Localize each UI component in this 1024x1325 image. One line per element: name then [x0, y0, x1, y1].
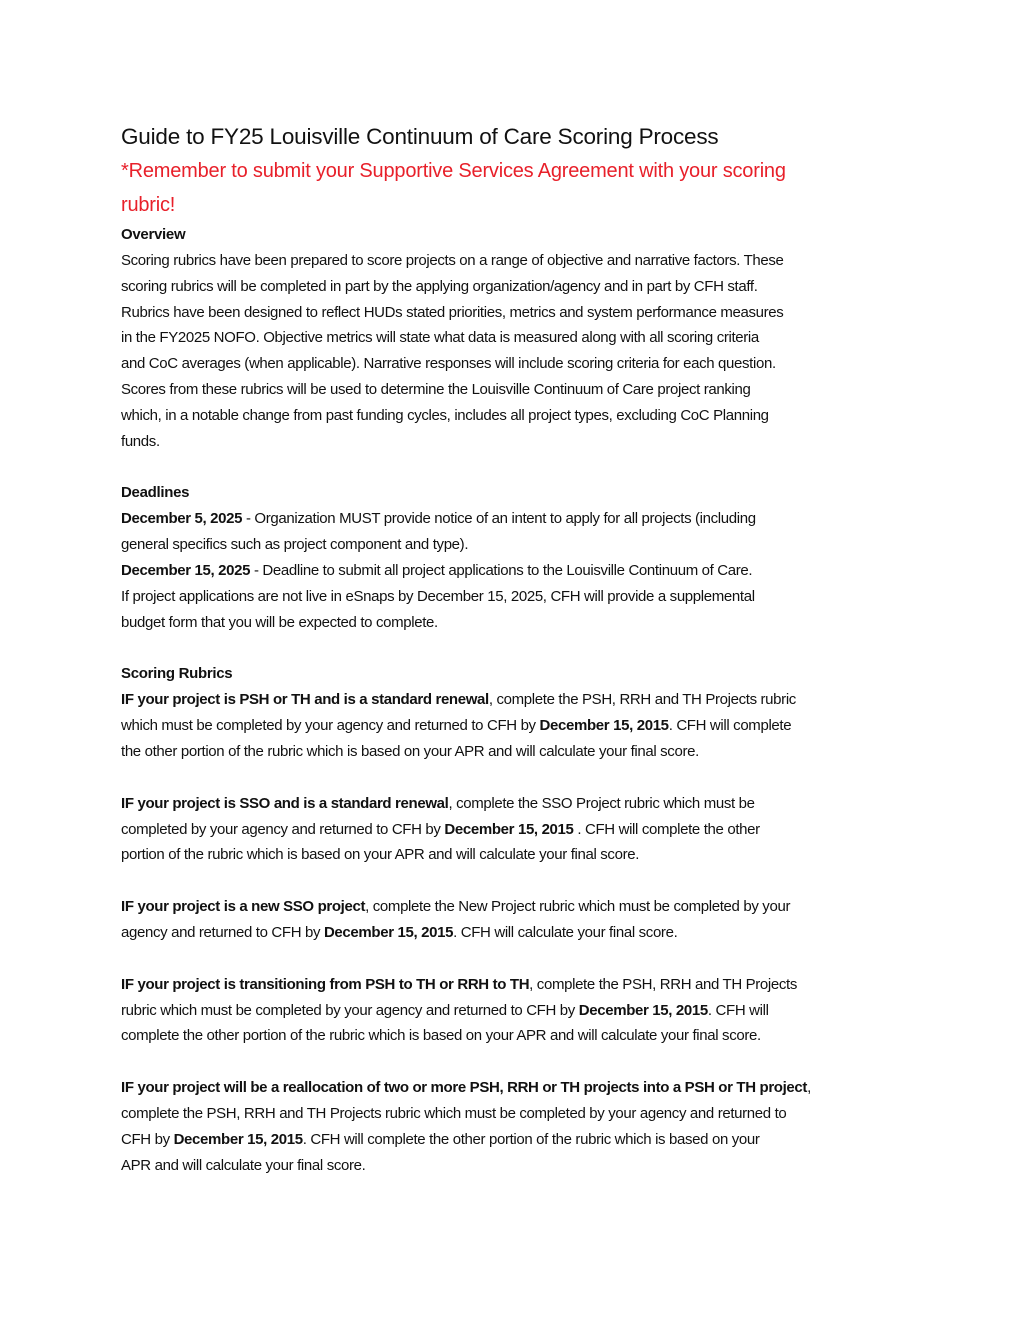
scoring-rubrics-heading: Scoring Rubrics — [121, 665, 233, 683]
rubric-case: IF your project will be a reallocation of two or more PSH, RRH or TH projects into a PSH or TH project, complete the PSH, RRH and TH Projects rubric which must be completed by your agency and returned to CFH by December 15, 2015. CFH will complete the other portion of the rubric which is based on your APR and will calculate your final score. — [121, 1079, 811, 1174]
deadline-description: - Deadline to submit all project applications to the Louisville Continuum of Care. — [250, 561, 753, 579]
text-line: Scoring rubrics have been prepared to score projects on a range of objective and narrative factors. These — [121, 252, 784, 269]
deadline-note: If project applications are not live in eSnaps by December 15, 2025, CFH will provide a supplemental — [121, 587, 755, 605]
deadline-item — [121, 506, 921, 558]
rubric-condition: IF your project is PSH or TH and is a standard renewal — [121, 691, 489, 709]
rubric-case: IF your project is PSH or TH and is a standard renewal, complete the PSH, RRH and TH Projects rubric which must be completed by your agency and returned to CFH by December 15, 2015. CFH will complete the other portion of the rubric which is based on your APR and will calculate your final score. — [121, 691, 796, 760]
deadline-date: December 15, 2025 — [121, 561, 251, 579]
reminder-notice — [121, 154, 921, 222]
deadline-note: budget form that you will be expected to complete. — [121, 613, 438, 631]
text-line: scoring rubrics will be completed in part by the applying organization/agency and in part by CFH staff. — [121, 277, 758, 295]
rubric-case: IF your project is SSO and is a standard renewal, complete the SSO Project rubric which must be completed by your agency and returned to CFH by December 15, 2015 . CFH will complete the other portion of the rubric which is based on your APR and will calculate your final score. — [121, 794, 760, 864]
rubric-case: IF your project is a new SSO project, complete the New Project rubric which must be completed by your agency and returned to CFH by December 15, 2015. CFH will calculate your final score. — [121, 898, 791, 941]
deadline-description: - Organization MUST provide notice of an intent to apply for all projects (including — [242, 510, 756, 528]
overview-heading: Overview — [121, 226, 186, 243]
reminder-line: rubric! — [121, 194, 176, 216]
rubric-case: IF your project is transitioning from PSH to TH or RRH to TH, complete the PSH, RRH and TH Projects rubric which must be completed by your agency and returned to CFH by December 15, 2015. CFH will complete the other portion of the rubric which is based on your APR and will calculate your final score. — [121, 975, 798, 1045]
text-line: in the FY2025 NOFO. Objective metrics will state what data is measured along with all scoring criteria — [121, 329, 759, 347]
rubric-condition: IF your project is transitioning from PSH to TH or RRH to TH — [121, 975, 530, 993]
deadlines-section — [121, 480, 921, 635]
rubric-condition: IF your project is SSO and is a standard renewal — [121, 794, 449, 812]
document-page — [121, 120, 921, 1178]
rubric-due-date: December 15, 2015 — [539, 717, 669, 735]
rubric-due-date: December 15, 2015 — [444, 820, 574, 838]
deadline-date: December 5, 2025 — [121, 510, 243, 528]
deadline-description: general specifics such as project component and type). — [121, 536, 469, 554]
overview-paragraph — [121, 248, 921, 454]
rubric-condition: IF your project is a new SSO project — [121, 898, 366, 916]
deadlines-heading: Deadlines — [121, 484, 190, 502]
text-line: which, in a notable change from past funding cycles, includes all project types, excluding CoC Planning — [121, 406, 769, 424]
text-line: funds. — [121, 432, 160, 450]
deadline-item — [121, 558, 921, 635]
scoring-rubrics-section — [121, 661, 921, 1178]
overview-section — [121, 222, 921, 454]
reminder-line: *Remember to submit your Supportive Services Agreement with your scoring — [121, 160, 786, 182]
document-title: Guide to FY25 Louisville Continuum of Care Scoring Process — [121, 124, 719, 149]
text-line: and CoC averages (when applicable). Narrative responses will include scoring criteria for each question. — [121, 355, 776, 373]
rubric-due-date: December 15, 2015 — [578, 1001, 708, 1019]
text-line: Scores from these rubrics will be used to determine the Louisville Continuum of Care project ranking — [121, 380, 751, 398]
text-line: Rubrics have been designed to reflect HUDs stated priorities, metrics and system performance measures — [121, 303, 784, 321]
rubric-condition: IF your project will be a reallocation of two or more PSH, RRH or TH projects into a PSH or TH project — [121, 1079, 808, 1097]
rubric-due-date: December 15, 2015 — [173, 1130, 303, 1148]
rubric-due-date: December 15, 2015 — [323, 923, 454, 941]
